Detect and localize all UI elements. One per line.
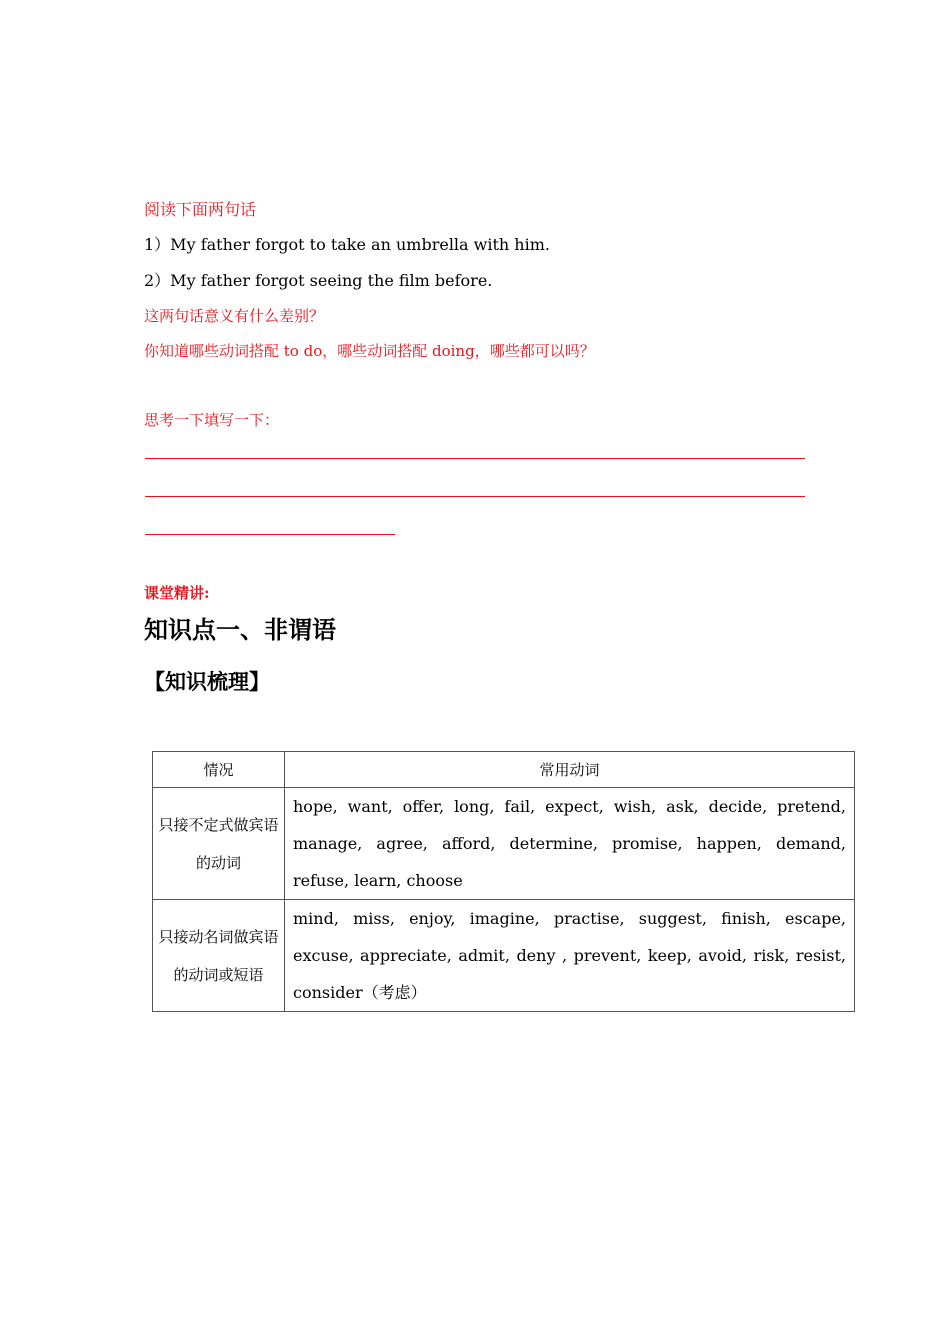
table-cell-verbs: mind, miss, enjoy, imagine, practise, suggest, finish, escape, excuse, appreciate, admit, deny , prevent, keep, avoid, risk, resist, consider（考虑） (285, 900, 855, 1012)
knowledge-point-title: 知识点一、非谓语 (144, 616, 336, 644)
table-cell-verbs: hope, want, offer, long, fail, expect, wish, ask, decide, pretend, manage, agree, afford, determine, promise, happen, demand, refuse, learn, choose (285, 788, 855, 900)
answer-blank-line-1[interactable] (145, 458, 805, 459)
table-row (153, 900, 855, 1012)
example-sentence-2: 2）My father forgot seeing the film before. (144, 271, 493, 290)
knowledge-summary-title: 【知识梳理】 (144, 670, 270, 694)
verb-usage-table (152, 751, 855, 1012)
table-cell-category: 只接动名词做宾语的动词或短语 (153, 900, 285, 1012)
table-row (153, 788, 855, 900)
reading-heading: 阅读下面两句话 (144, 200, 257, 219)
table-header-common-verbs: 常用动词 (285, 752, 855, 788)
answer-blank-line-2[interactable] (145, 496, 805, 497)
class-lecture-label: 课堂精讲: (144, 584, 210, 602)
think-and-fill-prompt: 思考一下填写一下： (144, 411, 280, 429)
answer-blank-line-3[interactable] (145, 534, 395, 535)
table-header-situation: 情况 (153, 752, 285, 788)
table-header-row (153, 752, 855, 788)
table-cell-category: 只接不定式做宾语的动词 (153, 788, 285, 900)
question-meaning-difference: 这两句话意义有什么差别？ (144, 307, 325, 325)
example-sentence-1: 1）My father forgot to take an umbrella with him. (144, 235, 550, 254)
question-verb-collocation: 你知道哪些动词搭配 to do，哪些动词搭配 doing，哪些都可以吗？ (144, 342, 595, 360)
